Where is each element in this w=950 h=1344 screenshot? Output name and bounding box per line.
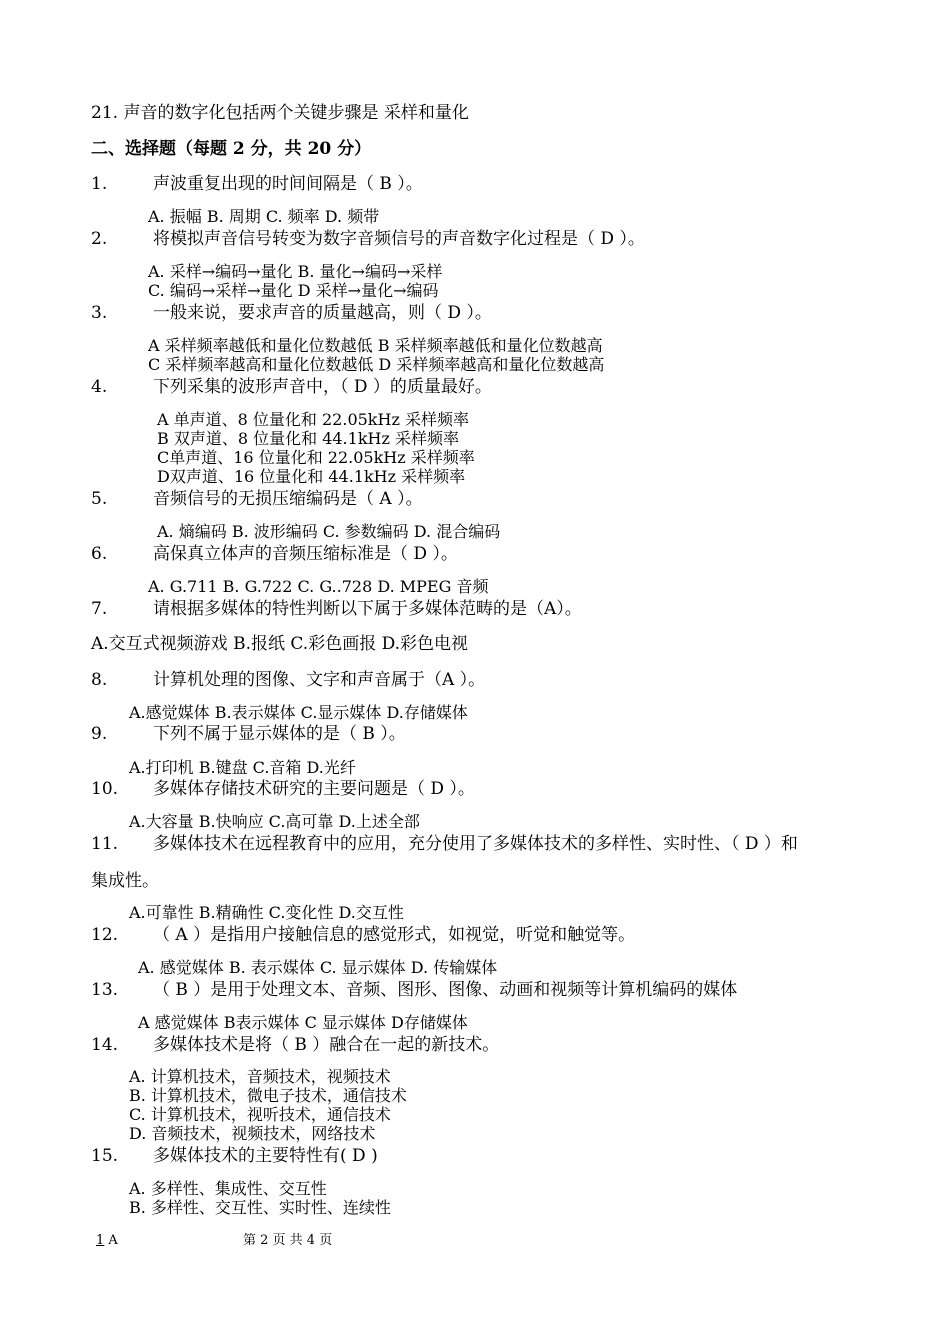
options: A 单声道、8 位量化和 22.05kHz 采样频率 xyxy=(157,410,469,429)
question-number: 7. xyxy=(91,599,108,619)
options: A.可靠性 B.精确性 C.变化性 D.交互性 xyxy=(129,903,404,922)
options: A. G.711 B. G.722 C. G..728 D. MPEG 音频 xyxy=(148,577,489,596)
options: A. 熵编码 B. 波形编码 C. 参数编码 D. 混合编码 xyxy=(157,522,501,541)
options: A 采样频率越低和量化位数越低 B 采样频率越低和量化位数越高 xyxy=(148,336,603,355)
options: A.大容量 B.快响应 C.高可靠 D.上述全部 xyxy=(129,812,420,831)
question-continuation: 集成性。 xyxy=(91,871,159,891)
options: A. 采样→编码→量化 B. 量化→编码→采样 xyxy=(148,262,443,281)
options: A 感觉媒体 B表示媒体 C 显示媒体 D存储媒体 xyxy=(138,1013,468,1032)
options: A. 多样性、集成性、交互性 xyxy=(129,1179,327,1198)
question-number: 3. xyxy=(91,303,108,323)
question-number: 11. xyxy=(91,834,119,854)
options: A.感觉媒体 B.表示媒体 C.显示媒体 D.存储媒体 xyxy=(129,703,468,722)
footer-letter: A xyxy=(108,1233,118,1248)
question-text: 多媒体技术在远程教育中的应用，充分使用了多媒体技术的多样性、实时性、（ D ）和 xyxy=(153,834,798,854)
options: C 采样频率越高和量化位数越低 D 采样频率越高和量化位数越高 xyxy=(148,355,605,374)
question-number: 9. xyxy=(91,724,108,744)
footer-left xyxy=(96,1234,118,1247)
question-text: 将模拟声音信号转变为数字音频信号的声音数字化过程是（ D ）。 xyxy=(153,229,645,249)
page-number: 第 2 页 共 4 页 xyxy=(243,1233,333,1248)
question-number: 6. xyxy=(91,544,108,564)
question-number: 15. xyxy=(91,1146,119,1166)
options: D双声道、16 位量化和 44.1kHz 采样频率 xyxy=(157,467,466,486)
options: A. 振幅 B. 周期 C. 频率 D. 频带 xyxy=(148,207,380,226)
options: A.交互式视频游戏 B.报纸 C.彩色画报 D.彩色电视 xyxy=(91,634,469,654)
question-number: 12. xyxy=(91,925,119,945)
question-text: 声波重复出现的时间间隔是（ B ）。 xyxy=(153,174,423,194)
question-text: 一般来说，要求声音的质量越高，则（ D ）。 xyxy=(153,303,492,323)
question-number: 10. xyxy=(91,779,119,799)
question-number: 4. xyxy=(91,377,108,397)
question-text: 请根据多媒体的特性判断以下属于多媒体范畴的是（A）。 xyxy=(153,599,582,619)
question-text: 多媒体存储技术研究的主要问题是（ D ）。 xyxy=(153,779,475,799)
question-text: 计算机处理的图像、文字和声音属于（A ）。 xyxy=(153,670,486,690)
question-text: （ A ）是指用户接触信息的感觉形式，如视觉，听觉和触觉等。 xyxy=(153,925,636,945)
section-title: 二、选择题（每题 2 分，共 20 分） xyxy=(91,139,372,159)
question-text: 下列采集的波形声音中，（ D ）的质量最好。 xyxy=(153,377,492,397)
question-number: 1. xyxy=(91,174,108,194)
options: D. 音频技术，视频技术，网络技术 xyxy=(129,1124,376,1143)
question-number: 13. xyxy=(91,980,119,1000)
q21-text: 21. 声音的数字化包括两个关键步骤是 采样和量化 xyxy=(91,103,469,123)
question-text: （ B ）是用于处理文本、音频、图形、图像、动画和视频等计算机编码的媒体 xyxy=(153,980,738,1000)
options: A.打印机 B.键盘 C.音箱 D.光纤 xyxy=(129,758,356,777)
question-text: 多媒体技术的主要特性有( D ) xyxy=(153,1146,378,1166)
question-text: 音频信号的无损压缩编码是（ A ）。 xyxy=(153,489,423,509)
question-number: 8. xyxy=(91,670,108,690)
options: B. 计算机技术，微电子技术，通信技术 xyxy=(129,1086,407,1105)
question-number: 14. xyxy=(91,1035,119,1055)
question-text: 多媒体技术是将（ B ）融合在一起的新技术。 xyxy=(153,1035,500,1055)
question-text: 下列不属于显示媒体的是（ B ）。 xyxy=(153,724,406,744)
options: A. 计算机技术，音频技术，视频技术 xyxy=(129,1067,391,1086)
question-number: 2. xyxy=(91,229,108,249)
options: B 双声道、8 位量化和 44.1kHz 采样频率 xyxy=(157,429,459,448)
options: C. 编码→采样→量化 D 采样→量化→编码 xyxy=(148,281,439,300)
options: C单声道、16 位量化和 22.05kHz 采样频率 xyxy=(157,448,475,467)
options: B. 多样性、交互性、实时性、连续性 xyxy=(129,1198,391,1217)
options: C. 计算机技术，视听技术，通信技术 xyxy=(129,1105,391,1124)
options: A. 感觉媒体 B. 表示媒体 C. 显示媒体 D. 传输媒体 xyxy=(138,958,498,977)
question-number: 5. xyxy=(91,489,108,509)
question-text: 高保真立体声的音频压缩标准是（ D ）。 xyxy=(153,544,458,564)
footer-number: 1 xyxy=(96,1233,105,1248)
